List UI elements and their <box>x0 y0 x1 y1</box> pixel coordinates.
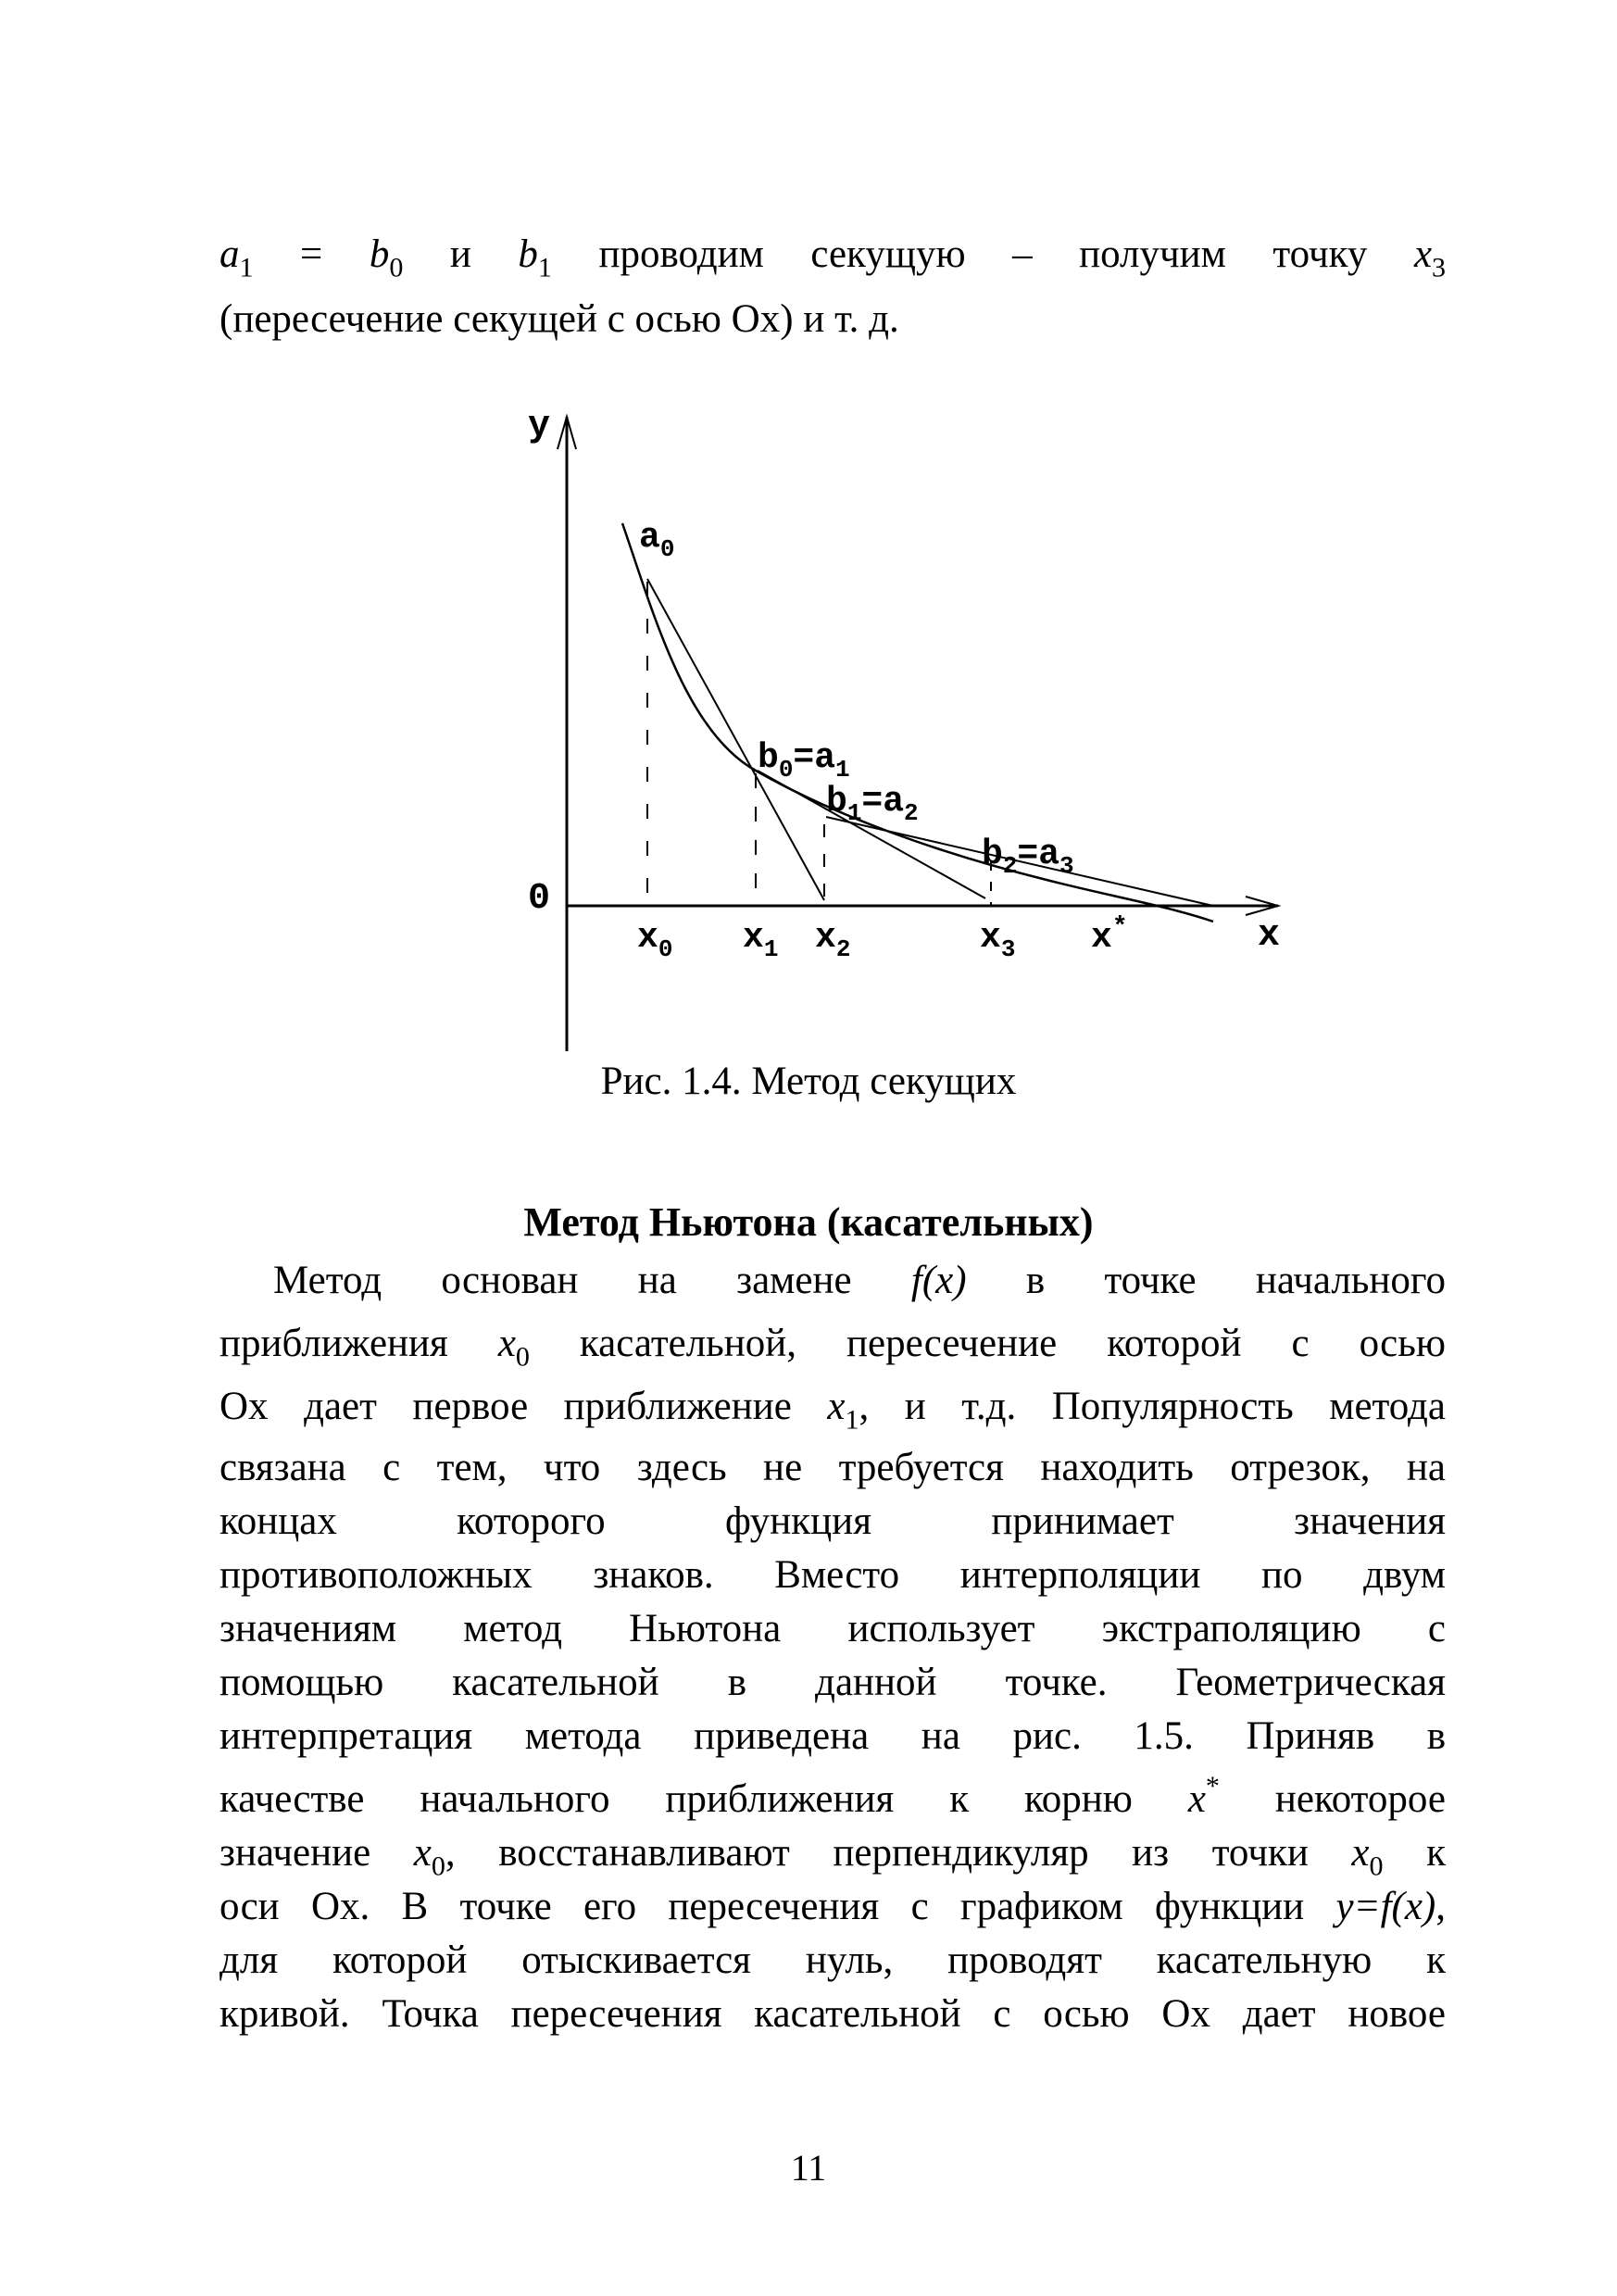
word: проводим <box>598 232 764 276</box>
body-line-10: качестве начального приближения к корню x* некоторое <box>219 1769 1446 1821</box>
axis-x-label: x <box>1258 915 1281 957</box>
body-line-12: оси Ох. В точке его пересечения с графиком функции y=f(x), <box>219 1885 1446 1928</box>
word: получим <box>1079 232 1226 276</box>
page-number: 11 <box>790 2147 827 2189</box>
label-b1-a2: $b_1=a_2$ <box>826 782 919 827</box>
intro-line-1 <box>219 232 1447 283</box>
label-xstar: x* <box>1091 913 1128 958</box>
label-x1: $x_1$ <box>743 918 779 963</box>
body-line-6: противоположных знаков. Вместо интерполяции по двум <box>219 1553 1446 1597</box>
body-line-14: кривой. Точка пересечения касательной с осью Ох дает новое <box>219 1992 1446 2036</box>
section-heading: Метод Ньютона (касательных) <box>523 1199 1094 1245</box>
body-line-11: значение $x_0$, восстанавливают перпендикуляр из точки $x_0$ к <box>219 1831 1446 1882</box>
secant-method-figure <box>500 398 1306 1065</box>
figure-caption: Рис. 1.4. Метод секущих <box>600 1060 1017 1103</box>
label-x3: $x_3$ <box>980 918 1016 963</box>
origin-label: 0 <box>528 878 551 920</box>
body-line-1: Метод основан на замене f(x) в точке начального <box>273 1259 1446 1302</box>
body-line-3: Ох дает первое приближение $x_1$, и т.д. Популярность метода <box>219 1385 1446 1436</box>
label-a0: $a_0$ <box>639 518 675 563</box>
label-x2: $x_2$ <box>815 918 851 963</box>
a1-var: $a_1 = b_0$ и $b_1$ <box>219 232 552 283</box>
intro-line-2: (пересечение секущей с осью Ох) и т. д. <box>219 297 899 341</box>
word: – <box>1012 232 1033 276</box>
axis-y-label: y <box>528 406 551 447</box>
body-line-4: связана с тем, что здесь не требуется находить отрезок, на <box>219 1446 1446 1489</box>
function-curve <box>622 523 1213 922</box>
word: секущую <box>810 232 966 276</box>
body-line-5: концах которого функция принимает значения <box>219 1499 1446 1543</box>
label-b0-a1: $b_0=a_1$ <box>758 738 850 784</box>
body-line-2: приближения $x_0$ касательной, пересечение которой с осью <box>219 1322 1446 1373</box>
x3-var: $x_3$ <box>1413 232 1447 283</box>
body-line-13: для которой отыскивается нуль, проводят касательную к <box>219 1938 1446 1982</box>
word: точку <box>1272 232 1368 276</box>
body-line-9: интерпретация метода приведена на рис. 1.5. Приняв в <box>219 1714 1446 1758</box>
body-line-8: помощью касательной в данной точке. Геометрическая <box>219 1661 1446 1704</box>
body-line-7: значениям метод Ньютона использует экстраполяцию с <box>219 1607 1446 1650</box>
label-b2-a3: $b_2=a_3$ <box>982 834 1074 880</box>
label-x0: $x_0$ <box>637 918 673 963</box>
